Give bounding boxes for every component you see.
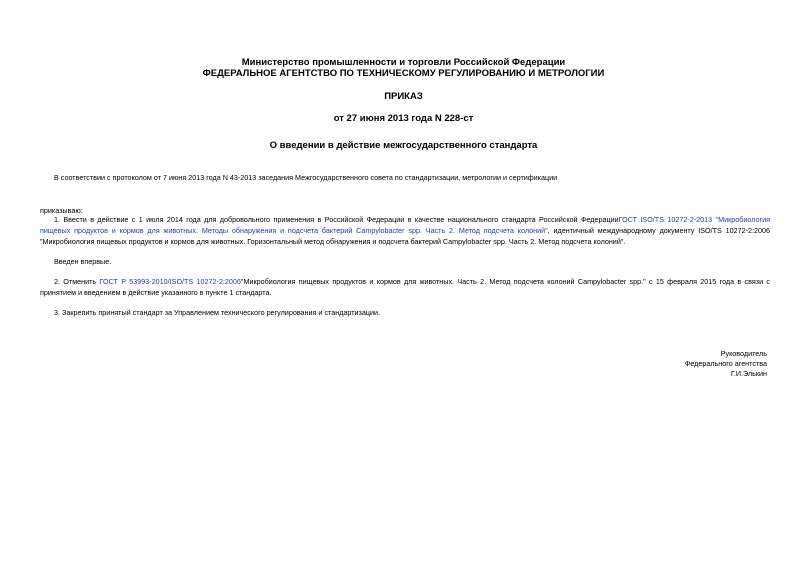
signature-name: Г.И.Элькин	[730, 369, 767, 378]
item-2-text-after: "Микробиология пищевых продуктов и кормов для животных. Часть 2. Метод подсчета колоний Campylobacter spp." с 15 февраля 2015 года в связи с принятием и введением в действие указанного в пункте 1 стандарта.	[40, 277, 770, 297]
signature-title-1: Руководитель	[720, 349, 767, 358]
item-2-text: 2. Отменить	[54, 277, 100, 286]
item-3-paragraph: 3. Закрепить принятый стандарт за Управлением технического регулирования и стандартизации.	[54, 308, 380, 317]
gost-r-53993-2010-link[interactable]: ГОСТ Р 53993-2010/ISO/TS 10272-2:2006	[99, 277, 241, 286]
signature-title-2: Федерального агентства	[684, 359, 767, 368]
item-1-text: 1. Ввести в действие с 1 июля 2014 года для добровольного применения в Российской Федерации в качестве национального стандарта Российской Федерации	[54, 215, 619, 224]
document-date-number: от 27 июня 2013 года N 228-ст	[333, 113, 474, 124]
ministry-name: Министерство промышленности и торговли Российской Федерации	[241, 57, 566, 68]
document-type: ПРИКАЗ	[384, 91, 423, 102]
document-subject: О введении в действие межгосударственного стандарта	[269, 140, 538, 151]
order-word: приказываю:	[40, 206, 83, 215]
item-1-text-after: , идентичный международному документу ISO/TS 10272-2:2006 "Микробиология пищевых продуктов и кормов для животных. Горизонтальный метод обнаружения и подсчета бактерий Campylobacter spp. Часть 2. Метод подсчета колоний".	[40, 226, 771, 246]
intro-paragraph: В соответствии с протоколом от 7 июня 2013 года N 43-2013 заседания Межгосударственного совета по стандартизации, метрологии и сертификации	[54, 173, 558, 182]
introduced-first-note: Введен впервые.	[54, 257, 112, 266]
item-1-paragraph	[40, 214, 770, 247]
item-2-paragraph	[40, 276, 770, 298]
gost-iso-ts-10272-2-2013-link[interactable]: ГОСТ ISO/TS 10272-2-2013 "Микробиология пищевых продуктов и кормов для животных. Методы обнаружения и подсчета бактерий Campylobacter spp. Часть 2. Метод подсчета колоний"	[40, 215, 771, 235]
agency-name: ФЕДЕРАЛЬНОЕ АГЕНТСТВО ПО ТЕХНИЧЕСКОМУ РЕГУЛИРОВАНИЮ И МЕТРОЛОГИИ	[202, 68, 605, 79]
